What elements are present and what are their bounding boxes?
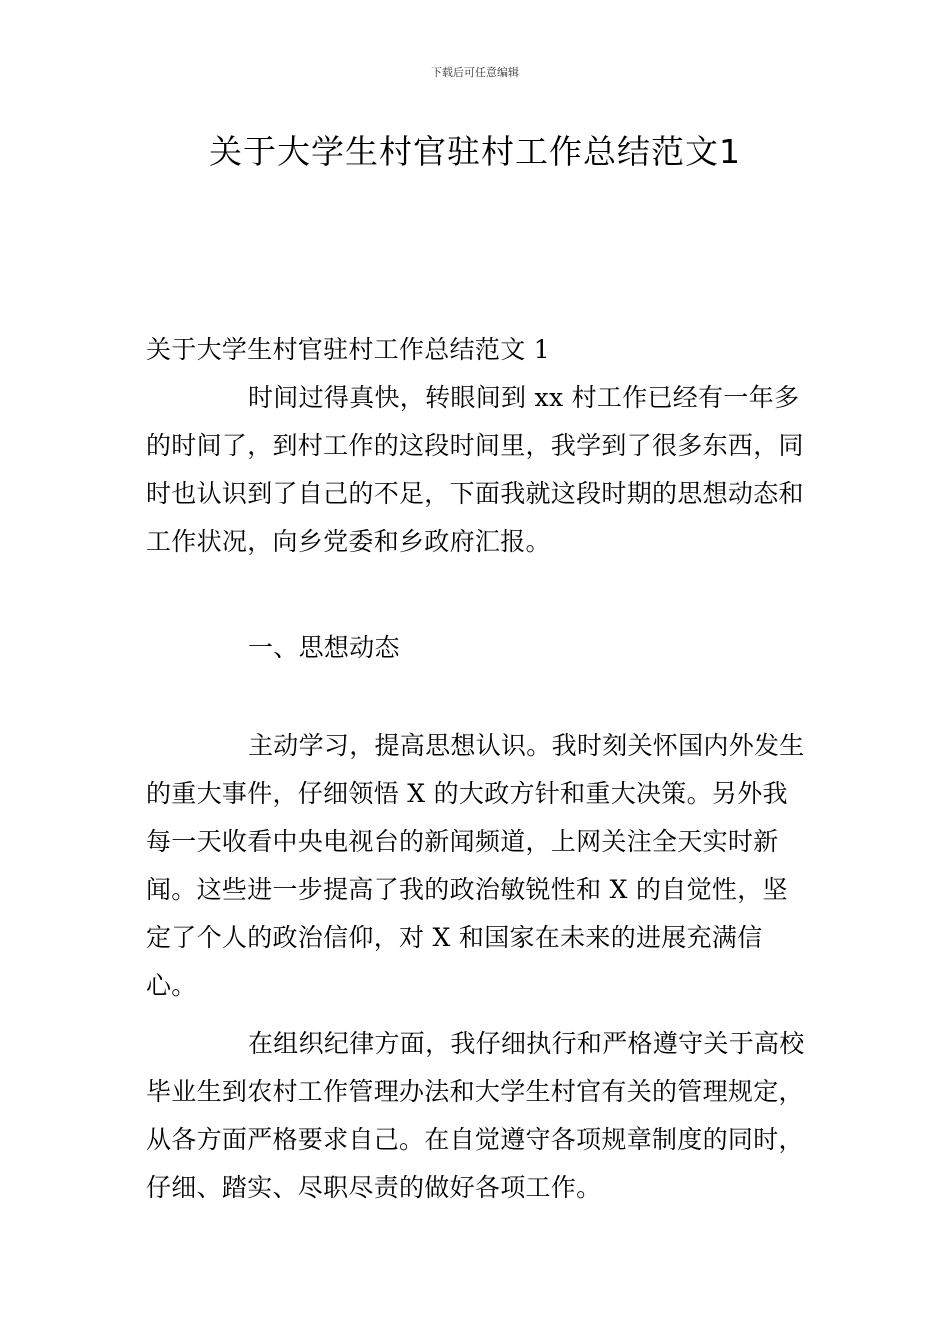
- section-heading-thought: 一、思想动态: [248, 633, 400, 662]
- paragraph-intro: 时间过得真快，转眼间到 xx 村工作已经有一年多的时间了，到村工作的这段时间里，我学到了很多东西，同时也认识到了自己的不足，下面我就这段时期的思想动态和工作状况，向乡党委和乡政府汇报。: [146, 383, 804, 556]
- header-note: 下载后可任意编辑: [431, 66, 519, 79]
- document-subtitle: 关于大学生村官驻村工作总结范文 1: [146, 335, 550, 364]
- paragraph-study: 主动学习，提高思想认识。我时刻关怀国内外发生的重大事件，仔细领悟 X 的大政方针和重大决策。另外我每一天收看中央电视台的新闻频道，上网关注全天实时新闻。这些进一步提高了我的政治敏锐性和 X 的自觉性，坚定了个人的政治信仰，对 X 和国家在未来的进展充满信心。: [146, 731, 805, 1000]
- document-title: 关于大学生村官驻村工作总结范文1: [209, 132, 741, 171]
- paragraph-discipline: 在组织纪律方面，我仔细执行和严格遵守关于高校毕业生到农村工作管理办法和大学生村官有关的管理规定，从各方面严格要求自己。在自觉遵守各项规章制度的同时，仔细、踏实、尽职尽责的做好各项工作。: [146, 1029, 805, 1202]
